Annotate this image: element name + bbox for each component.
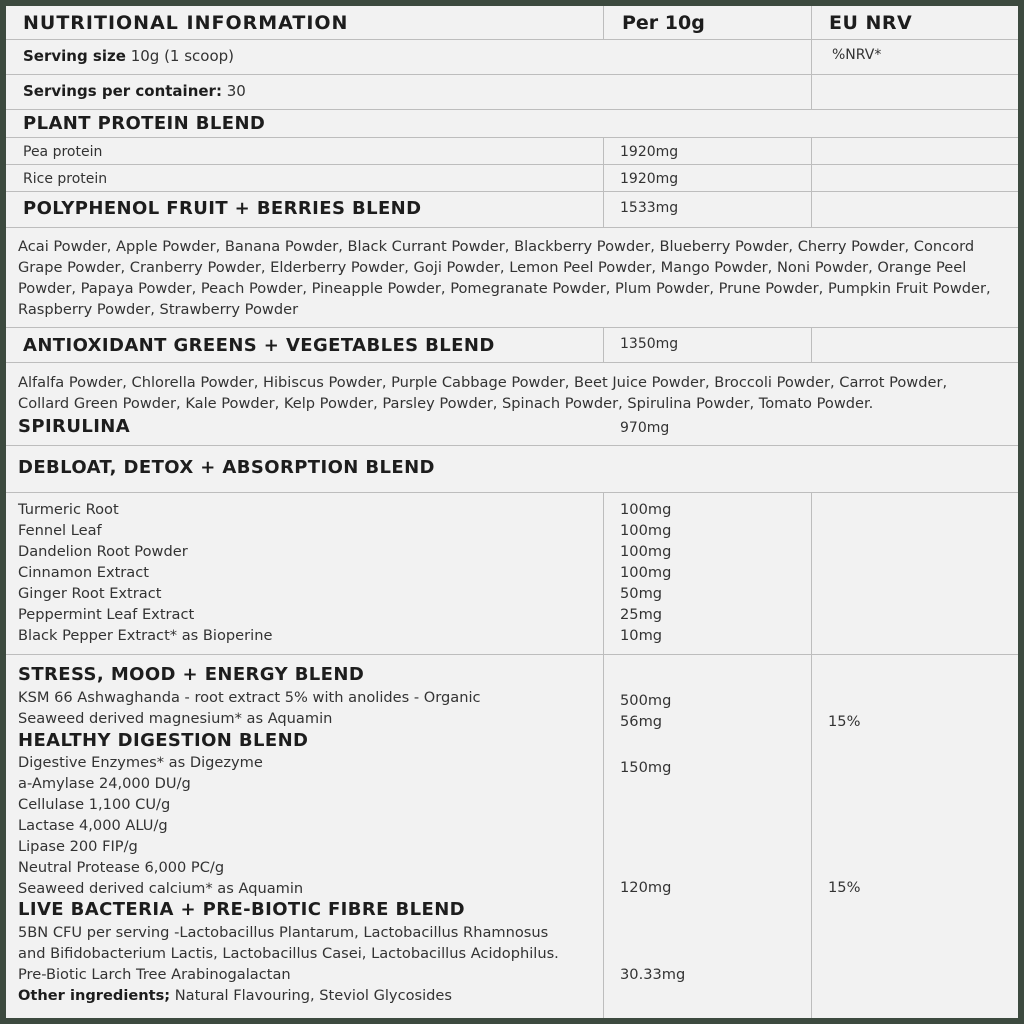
row-divider [6, 137, 1018, 138]
polyphenol-ingredients: Acai Powder, Apple Powder, Banana Powder, Black Currant Powder, Blackberry Powder, Blueberry Powder, Cherry Powder, Concord Grape Powder, Cranberry Powder, Elderberry Powder, Goji Powder, Lemon Peel Powder, Mango Powder, Noni Powder, Orange Peel Powder, Papaya Powder, Peach Powder, Pineapple Powder, Pomegranate Powder, Plum Powder, Prune Powder, Pumpkin Fruit Powder, Raspberry Powder, Strawberry Powder [18, 238, 991, 318]
debloat-amounts: 100mg 100mg 100mg 100mg 50mg 25mg 10mg [620, 501, 672, 644]
row-divider [6, 654, 1018, 655]
row-divider [6, 445, 1018, 446]
row-divider [6, 109, 1018, 110]
nutrition-table [6, 6, 1018, 1018]
row-divider [6, 227, 1018, 228]
debloat-names: Turmeric Root Fennel Leaf Dandelion Root Powder Cinnamon Extract Ginger Root Extract Peppermint Leaf Extract Black Pepper Extract* as Bioperine [18, 501, 273, 644]
bacteria-amount: 30.33mg [620, 966, 686, 983]
digestion-names: Digestive Enzymes* as Digezyme a-Amylase 24,000 DU/g Cellulase 1,100 CU/g Lactase 4,000 ALU/g Lipase 200 FIP/g Neutral Protease 6,000 PC/g Seaweed derived calcium* as Aquamin [18, 754, 304, 897]
row-divider [6, 492, 1018, 493]
column-divider [603, 492, 604, 1018]
column-divider [811, 137, 812, 227]
row-divider [6, 164, 1018, 165]
spirulina-title: SPIRULINA [18, 416, 131, 437]
digestion-title: HEALTHY DIGESTION BLEND [18, 730, 309, 751]
column-divider [603, 6, 604, 39]
eu-nrv-header: EU NRV [829, 12, 913, 34]
row-divider [6, 39, 1018, 40]
spirulina-amount: 970mg [620, 420, 670, 436]
column-divider [603, 327, 604, 362]
polyphenol-title: POLYPHENOL FRUIT + BERRIES BLEND [23, 198, 422, 219]
per-10g-header: Per 10g [622, 12, 705, 34]
antioxidant-title: ANTIOXIDANT GREENS + VEGETABLES BLEND [23, 335, 495, 356]
servings-per-container: Servings per container: 30 [23, 82, 246, 100]
column-divider [811, 6, 812, 109]
row-divider [6, 191, 1018, 192]
ingredient-amount: 1920mg [620, 144, 679, 160]
digezyme-amount: 150mg [620, 759, 672, 776]
column-divider [811, 492, 812, 1018]
bacteria-ingredients: 5BN CFU per serving -Lactobacillus Plantarum, Lactobacillus Rhamnosus and Bifidobacterium Lactis, Lactobacillus Casei, Lactobacillus Acidophilus. Pre-Biotic Larch Tree Arabinogalactan [18, 924, 559, 983]
other-ingredients: Other ingredients; Natural Flavouring, Steviol Glycosides [18, 987, 453, 1004]
stress-names: KSM 66 Ashwaghanda - root extract 5% with anolides - Organic Seaweed derived magnesium* as Aquamin [18, 689, 481, 727]
row-divider [6, 327, 1018, 328]
nrv-label: %NRV* [832, 47, 882, 63]
bacteria-title: LIVE BACTERIA + PRE-BIOTIC FIBRE BLEND [18, 899, 466, 920]
ingredient-name: Rice protein [23, 171, 108, 187]
row-divider [6, 362, 1018, 363]
antioxidant-amount: 1350mg [620, 336, 679, 352]
ingredient-name: Pea protein [23, 144, 103, 160]
antioxidant-ingredients: Alfalfa Powder, Chlorella Powder, Hibiscus Powder, Purple Cabbage Powder, Beet Juice Powder, Broccoli Powder, Carrot Powder, Collard Green Powder, Kale Powder, Kelp Powder, Parsley Powder, Spinach Powder, Spirulina Powder, Tomato Powder. [18, 374, 948, 412]
debloat-title: DEBLOAT, DETOX + ABSORPTION BLEND [18, 457, 435, 478]
column-divider [603, 137, 604, 227]
stress-amounts: 500mg 56mg [620, 692, 672, 730]
calcium-amount: 120mg [620, 879, 672, 896]
magnesium-nrv: 15% [828, 713, 861, 730]
table-title: NUTRITIONAL INFORMATION [23, 12, 349, 34]
ingredient-amount: 1920mg [620, 171, 679, 187]
plant-protein-title: PLANT PROTEIN BLEND [23, 113, 266, 134]
polyphenol-amount: 1533mg [620, 200, 679, 216]
serving-size: Serving size 10g (1 scoop) [23, 47, 235, 65]
row-divider [6, 74, 1018, 75]
column-divider [811, 327, 812, 362]
stress-title: STRESS, MOOD + ENERGY BLEND [18, 664, 365, 685]
calcium-nrv: 15% [828, 879, 861, 896]
